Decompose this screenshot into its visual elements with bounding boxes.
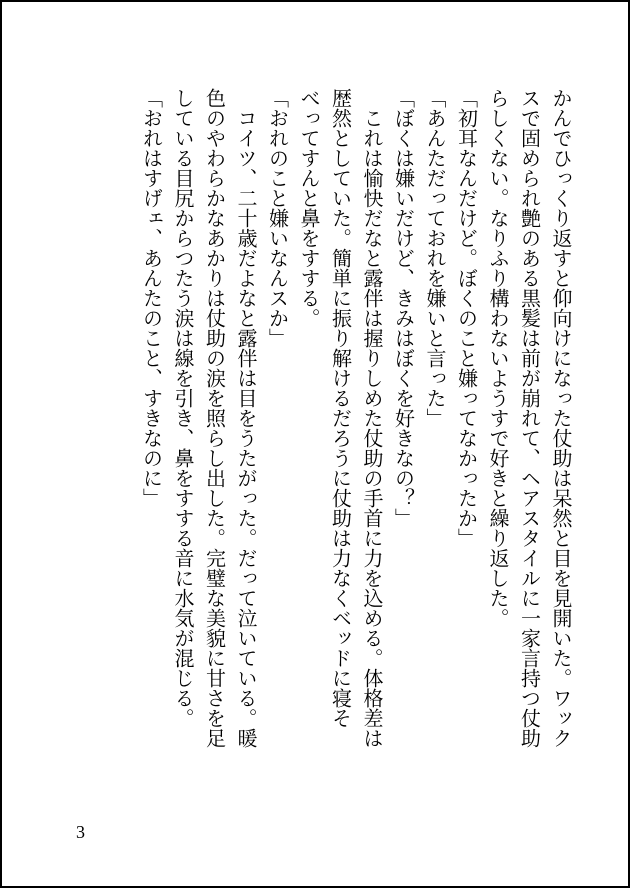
page-number: 3 <box>76 822 85 842</box>
text-line-12: 色のやわらかなあかりは仗助の涙を照らし出した。完璧な美貌に甘さを足 <box>202 88 227 748</box>
text-line-14: 「おれはすげェ、あんたのこと、すきなのに」 <box>139 88 164 508</box>
text-line-10: 「おれのこと嫌いなんスか」 <box>265 88 290 348</box>
text-line-8: 歴然としていた。簡単に振り解けるだろうに仗助は力なくベッドに寝そ <box>328 88 353 728</box>
text-line-6: 「ぼくは嫌いだけど、きみはぼくを好きなの？」 <box>391 88 416 528</box>
text-line-2: スで固められ艶のある黒髪は前が崩れて、ヘアスタイルに一家言持つ仗助 <box>517 88 542 748</box>
text-line-7: これは愉快だなと露伴は握りしめた仗助の手首に力を込める。体格差は <box>360 88 384 748</box>
text-line-4: 「初耳なんだけど。ぼくのこと嫌ってなかったか」 <box>454 88 479 548</box>
body-text <box>135 88 576 808</box>
text-line-11: コイツ、二十歳だよなと露伴は目をうたがった。だって泣いている。暖 <box>234 88 258 748</box>
text-line-9: べってすんと鼻をすする。 <box>297 88 321 328</box>
text-line-3: らしくない。なりふり構わないようすで好きと繰り返した。 <box>486 88 510 628</box>
text-line-13: している目尻からつたう涙は線を引き、鼻をすする音に水気が混じる。 <box>171 88 195 728</box>
text-line-5: 「あんただっておれを嫌いと言った」 <box>423 88 447 428</box>
text-line-1: かんでひっくり返すと仰向けになった仗助は呆然と目を見開いた。ワック <box>549 88 573 748</box>
